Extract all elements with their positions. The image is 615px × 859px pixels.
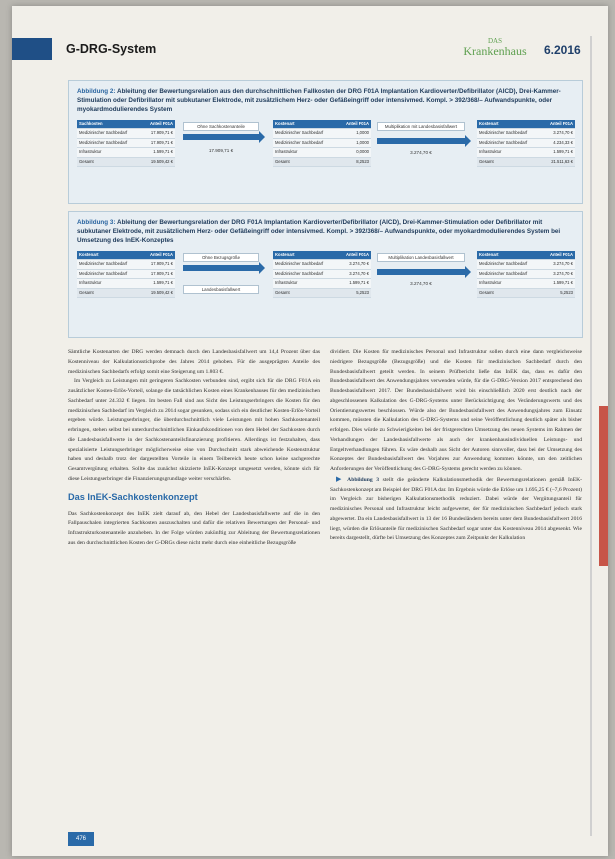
table-cell-value: 19.509,42 € [150,289,173,295]
section-heading: Das InEK-Sachkostenkonzept [68,491,198,502]
table-cell-value: 17.909,71 € [150,261,173,267]
table-cell-value: 1.599,71 € [553,149,573,155]
table-row [477,139,575,148]
table-cell-label: Infrastruktur [275,280,298,286]
table-cell-label: Gesamt [275,289,290,295]
table-cell-value: 3.274,70 € [349,270,369,276]
table-header-row [77,120,175,129]
table-cell-label: Medizinischer Sachbedarf [275,139,324,145]
table-cell-label: Kostenart [275,121,295,126]
table-row [273,279,371,288]
table-cell-value: 1.599,71 € [153,149,173,155]
table-cell-label: Kostenart [275,252,295,257]
table-header-row [477,120,575,129]
figure-reference: Abbildung 3 [347,476,380,483]
table-cell-value: 3.274,70 € [553,270,573,276]
figure-3-table-3 [477,251,575,298]
figure-3-arrow-2 [377,269,465,275]
table-row [477,158,575,167]
paragraph: dividiert. Die Kosten für medizinisches Personal und Infrastruktur sollen durch eine dann vergleichsweise niedrigere Bezugsgröße (Bezugsgröße) und die Kosten für medizinischen Sachbedarf durch den Bundesbasisfallwert geteilt werden. In seinem Prüfbericht ließe das InEK das, dass es dafür den Bundesbasisfallwert des Anwendungsjahres verwenden würde, für die G-DRG-Version 2017 entsprechend den Bundesbasisfallwert 2017. Der Bundesbasisfallwert wird bis einschließlich 2020 erst deutlich nach der abgeschlossenen Kalkulation des G-DRG-Systems unter Berücksichtigung des Veränderungswerts und des Orientierungswertes beschlossen. Würde also der Bundesbasisfallwert des Anwendungsjahres zum Einsatz kommen, müssten die Kalkulation des G-DRG-Systems und seine Veröffentlichung deutlich später als bisher erfolgen. Dies würde zu Schwierigkeiten bei der fristgerechten Umsetzung des neuen Systems im Rahmen der Verhandlungen der Landesbasisfallwerte als auch der krankenhausindividuellen Leistungs- und Entgeltverhandlungen führen. Es wäre deshalb aus Sicht der Autoren sinnvoller, dass bei der Umsetzung des Konzeptes der Bundesbasisfallwert des Vorjahres zur Anwendung kommen könnte, um den zeitlichen Anforderungen der Veröffentlichung des G-DRG-Systems gerecht werden zu können. [330,349,582,472]
table-row [273,289,371,298]
side-color-strip [599,406,608,566]
table-cell-label: Gesamt [479,289,494,295]
document-page [12,6,608,856]
triangle-bullet-icon: ▶ [336,474,344,483]
figure-3 [68,211,583,338]
figure-2-caption-text: Ableitung der Bewertungsrelation aus den durchschnittlichen Fallkosten der DRG F01A Implantation Kardioverter/Defibrillator (AICD), Drei-Kammer-Stimulation oder Defibrillator mit subkutaner Elektrode, mit zusätzlichem Herz- oder Gefäßeingriff oder intensivmed. Kompl. > 392/368/– Aufwandspunkte, oder myokardmodulierendes System [77,88,561,113]
table-cell-value: 3.274,70 € [553,261,573,267]
section-tab-marker [12,38,52,60]
table-cell-value: 3.274,70 € [553,130,573,136]
table-cell-label: Infrastruktur [275,149,298,155]
table-cell-value: 4.234,33 € [553,139,573,145]
table-row [77,139,175,148]
table-cell-label: Infrastruktur [479,280,502,286]
figure-3-step-1b: Landesbasisfallwert [183,285,259,294]
table-row [273,270,371,279]
table-cell-label: Kostenart [79,252,99,257]
table-cell-value: 17.909,71 € [150,130,173,136]
table-cell-value: 1.599,71 € [553,280,573,286]
table-header-row [273,251,371,260]
page-number: 476 [68,832,94,846]
table-header-row [77,251,175,260]
table-cell-label: Medizinischer Sachbedarf [79,139,128,145]
text-column-right [330,348,582,544]
figure-2-table-2 [273,120,371,167]
table-row [273,139,371,148]
table-row [273,148,371,157]
table-cell-value: 1,0000 [356,139,369,145]
margin-rule [590,36,592,836]
table-row [77,148,175,157]
figure-2-step-1: Ohne Sachkostenanteile [183,122,259,131]
table-header-row [273,120,371,129]
paragraph: Sämtliche Kostenarten der DRG werden demnach durch den Landesbasisfallwert um 14,4 Prozent über das Kostenniveau der Kalkulationsstichprobe des Jahres 2014 gehoben. Für die ausgeprägten Anteile des medizinischen Sachbedarfs erfolgt somit eine Steigerung um 1.803 €. [68,349,320,375]
table-cell-label: Medizinischer Sachbedarf [275,270,324,276]
paragraph-text: stellt die geänderte Kalkulationsmethodik der Bewertungsrelationen gemäß InEK-Sachkostenkonzept am Beispiel der DRG F01A dar. Im Ergebnis würde die Erlöse um 1.695,25 € (–7,6 Prozent) im Vergleich zur bisherigen Kalkulationsmethodik reduziert. Dabei würde der Vergütungsanteil für medizinisches Personal und Infrastruktur leicht aufgewertet, der für medizinischen Sachbedarf jedoch stark abgewertet. Da ein Landesbasisfallwert in 13 der 16 Bundesländern bereits unter dem Bundesbasisfallwert 2016 liegt, würden die Erlösanteile für medizinischen Sachbedarf sogar unter das Kostenniveau 2014 abgesenkt. Wie bereits dargestellt, dürfte bei Umsetzung des Konzeptes zum Zeitpunkt der Kalkulation [330,476,583,542]
table-row [77,279,175,288]
table-cell-label: Medizinischer Sachbedarf [479,139,528,145]
table-cell-label: Medizinischer Sachbedarf [79,270,128,276]
table-cell-label: Medizinischer Sachbedarf [275,130,324,136]
paragraph [330,475,582,544]
page-header-title: G-DRG-System [66,42,157,56]
table-cell-label: Medizinischer Sachbedarf [79,261,128,267]
figure-3-table-2 [273,251,371,298]
table-cell-value: Anteil F01A [149,252,173,257]
brand-logo-small: DAS [487,37,502,45]
table-row [477,279,575,288]
table-cell-value: Anteil F01A [345,252,369,257]
table-cell-value: 17.909,71 € [150,270,173,276]
text-column-left [68,348,320,549]
brand-logo-text: Krankenhaus [463,44,527,58]
table-cell-label: Gesamt [79,289,94,295]
table-cell-label: Sachkosten [79,121,103,126]
table-cell-label: Gesamt [275,158,290,164]
table-row [77,260,175,269]
table-cell-value: 19.509,42 € [150,158,173,164]
figure-3-flow [77,251,574,313]
table-cell-label: Gesamt [79,158,94,164]
figure-2-arrow-1 [183,134,259,140]
table-cell-value: Anteil F01A [549,252,573,257]
figure-3-caption [77,218,574,245]
table-row [477,148,575,157]
table-cell-value: 17.909,71 € [150,139,173,145]
figure-3-caption-text: Ableitung der Bewertungsrelation der DRG F01A Implantation Kardioverter/Defibrillator (AICD), Drei-Kammer-Stimulation oder Defibrillator mit subkutaner Elektrode, mit zusätzlichem Herz- oder Gefäßeingriff oder intensivmed. Kompl. > 392/368/– Aufwandspunkte, oder myokardmodulierendes System bei Umsetzung des InEK-Konzeptes [77,219,561,244]
table-cell-label: Medizinischer Sachbedarf [479,130,528,136]
table-cell-label: Infrastruktur [479,149,502,155]
figure-2-table-3 [477,120,575,167]
table-cell-label: Gesamt [479,158,494,164]
figure-2-label: Abbildung 2: [77,88,116,95]
figure-2-mid-value-2: 3.274,70 € [410,150,432,155]
figure-2-table-1 [77,120,175,167]
table-row [273,158,371,167]
table-cell-value: 5,2523 [356,289,369,295]
table-cell-value: 0,0000 [356,149,369,155]
table-row [477,260,575,269]
table-cell-label: Medizinischer Sachbedarf [479,261,528,267]
figure-3-step-1: Ohne Bezugsgröße [183,253,259,262]
table-cell-value: 1,0000 [356,130,369,136]
table-cell-label: Infrastruktur [79,149,102,155]
table-row [77,158,175,167]
table-row [477,289,575,298]
figure-3-label: Abbildung 3: [77,219,116,226]
table-cell-value: Anteil F01A [549,121,573,126]
table-cell-label: Medizinischer Sachbedarf [79,130,128,136]
figure-2-caption [77,87,574,114]
table-cell-label: Medizinischer Sachbedarf [275,261,324,267]
figure-3-arrow-1 [183,265,259,271]
figure-2-step-2: Multiplikation mit Landesbasisfallwert [377,122,465,131]
paragraph: Das Sachkostenkonzept des InEK zielt darauf ab, den Hebel der Landesbasisfallwerte auf die in den Fallpauschalen integrierten Sachkosten auszuschalten und dafür die relativen Bewertungen der Personal- und Infrastrukturkostenanteile anzuheben. In der Folge würden zukünftig zur Ableitung der Bewertungsrelationen aus den durchschnittlichen Kosten der G-DRGs diese nicht mehr durch eine einheitliche Bezugsgröße [68,510,320,546]
table-cell-label: Kostenart [479,252,499,257]
table-cell-value: 1.599,71 € [349,280,369,286]
table-row [77,270,175,279]
table-row [273,129,371,138]
table-row [77,289,175,298]
table-cell-value: 3.274,70 € [349,261,369,267]
table-cell-value: 21.511,63 € [551,158,573,164]
figure-3-step-2: Multiplikation Landesbasisfallwert [377,253,465,262]
table-cell-value: Anteil F01A [345,121,369,126]
brand-logo [460,38,530,58]
table-cell-label: Kostenart [479,121,499,126]
table-cell-value: 5,2523 [560,289,573,295]
figure-2 [68,80,583,204]
figure-3-mid-value-2: 3.274,70 € [410,281,432,286]
table-cell-value: Anteil F01A [149,121,173,126]
table-row [477,129,575,138]
table-row [477,270,575,279]
figure-3-table-1 [77,251,175,298]
table-cell-label: Infrastruktur [79,280,102,286]
issue-number: 6.2016 [544,43,581,57]
figure-2-mid-value-1: 17.909,71 € [208,148,234,153]
table-row [77,129,175,138]
table-cell-value: 1.599,71 € [153,280,173,286]
figure-2-arrow-2 [377,138,465,144]
table-cell-value: 8,2523 [356,158,369,164]
table-header-row [477,251,575,260]
paragraph: Im Vergleich zu Leistungen mit geringeren Sachkosten verbunden sind, ergibt sich für die DRG F01A ein zusätzlicher Kosten-Erlös-Vorteil, solange die tatsächlichen Kosten eines Krankenhauses für den medizinischen Sachbedarf unter 24.332 € liegen. Im besten Fall sind aus Sicht des Leistungserbringers die Kosten für den medizinischen Sachbedarf im Vergleich zu 2014 sogar gesunken, sodass sich ein deutlicher Kosten-Erlös-Vorteil ergeben würde. Leistungserbringer, die überdurchschnittlich viele Leistungen mit hohen Sachkostenanteil erbringen, stehen selbst bei unterdurchschnittlichen Einkaufskonditionen von dem Hebel der Sachkosten durch die Landesbasisfallwerte in der Sachkostenanteilsfinanzierung profitieren. Allerdings ist festzuhalten, dass spezialisierte Leistungserbringer möglicherweise eine von Durchschnitt stark abweichende Kostenstruktur haben und deshalb trotz der dargestellten Vorteile in einem Teilbereich heute schon keine sachgerechte Gesamtvergütung erhalten. Sollte das zunächst skizzierte InEK-Konzept umgesetzt werden, könnte sich für diese Leistungserbringer die Finanzierungsgrundlage weiter verschärfen. [68,378,320,482]
figure-2-flow [77,120,574,182]
table-cell-label: Medizinischer Sachbedarf [479,270,528,276]
table-row [273,260,371,269]
